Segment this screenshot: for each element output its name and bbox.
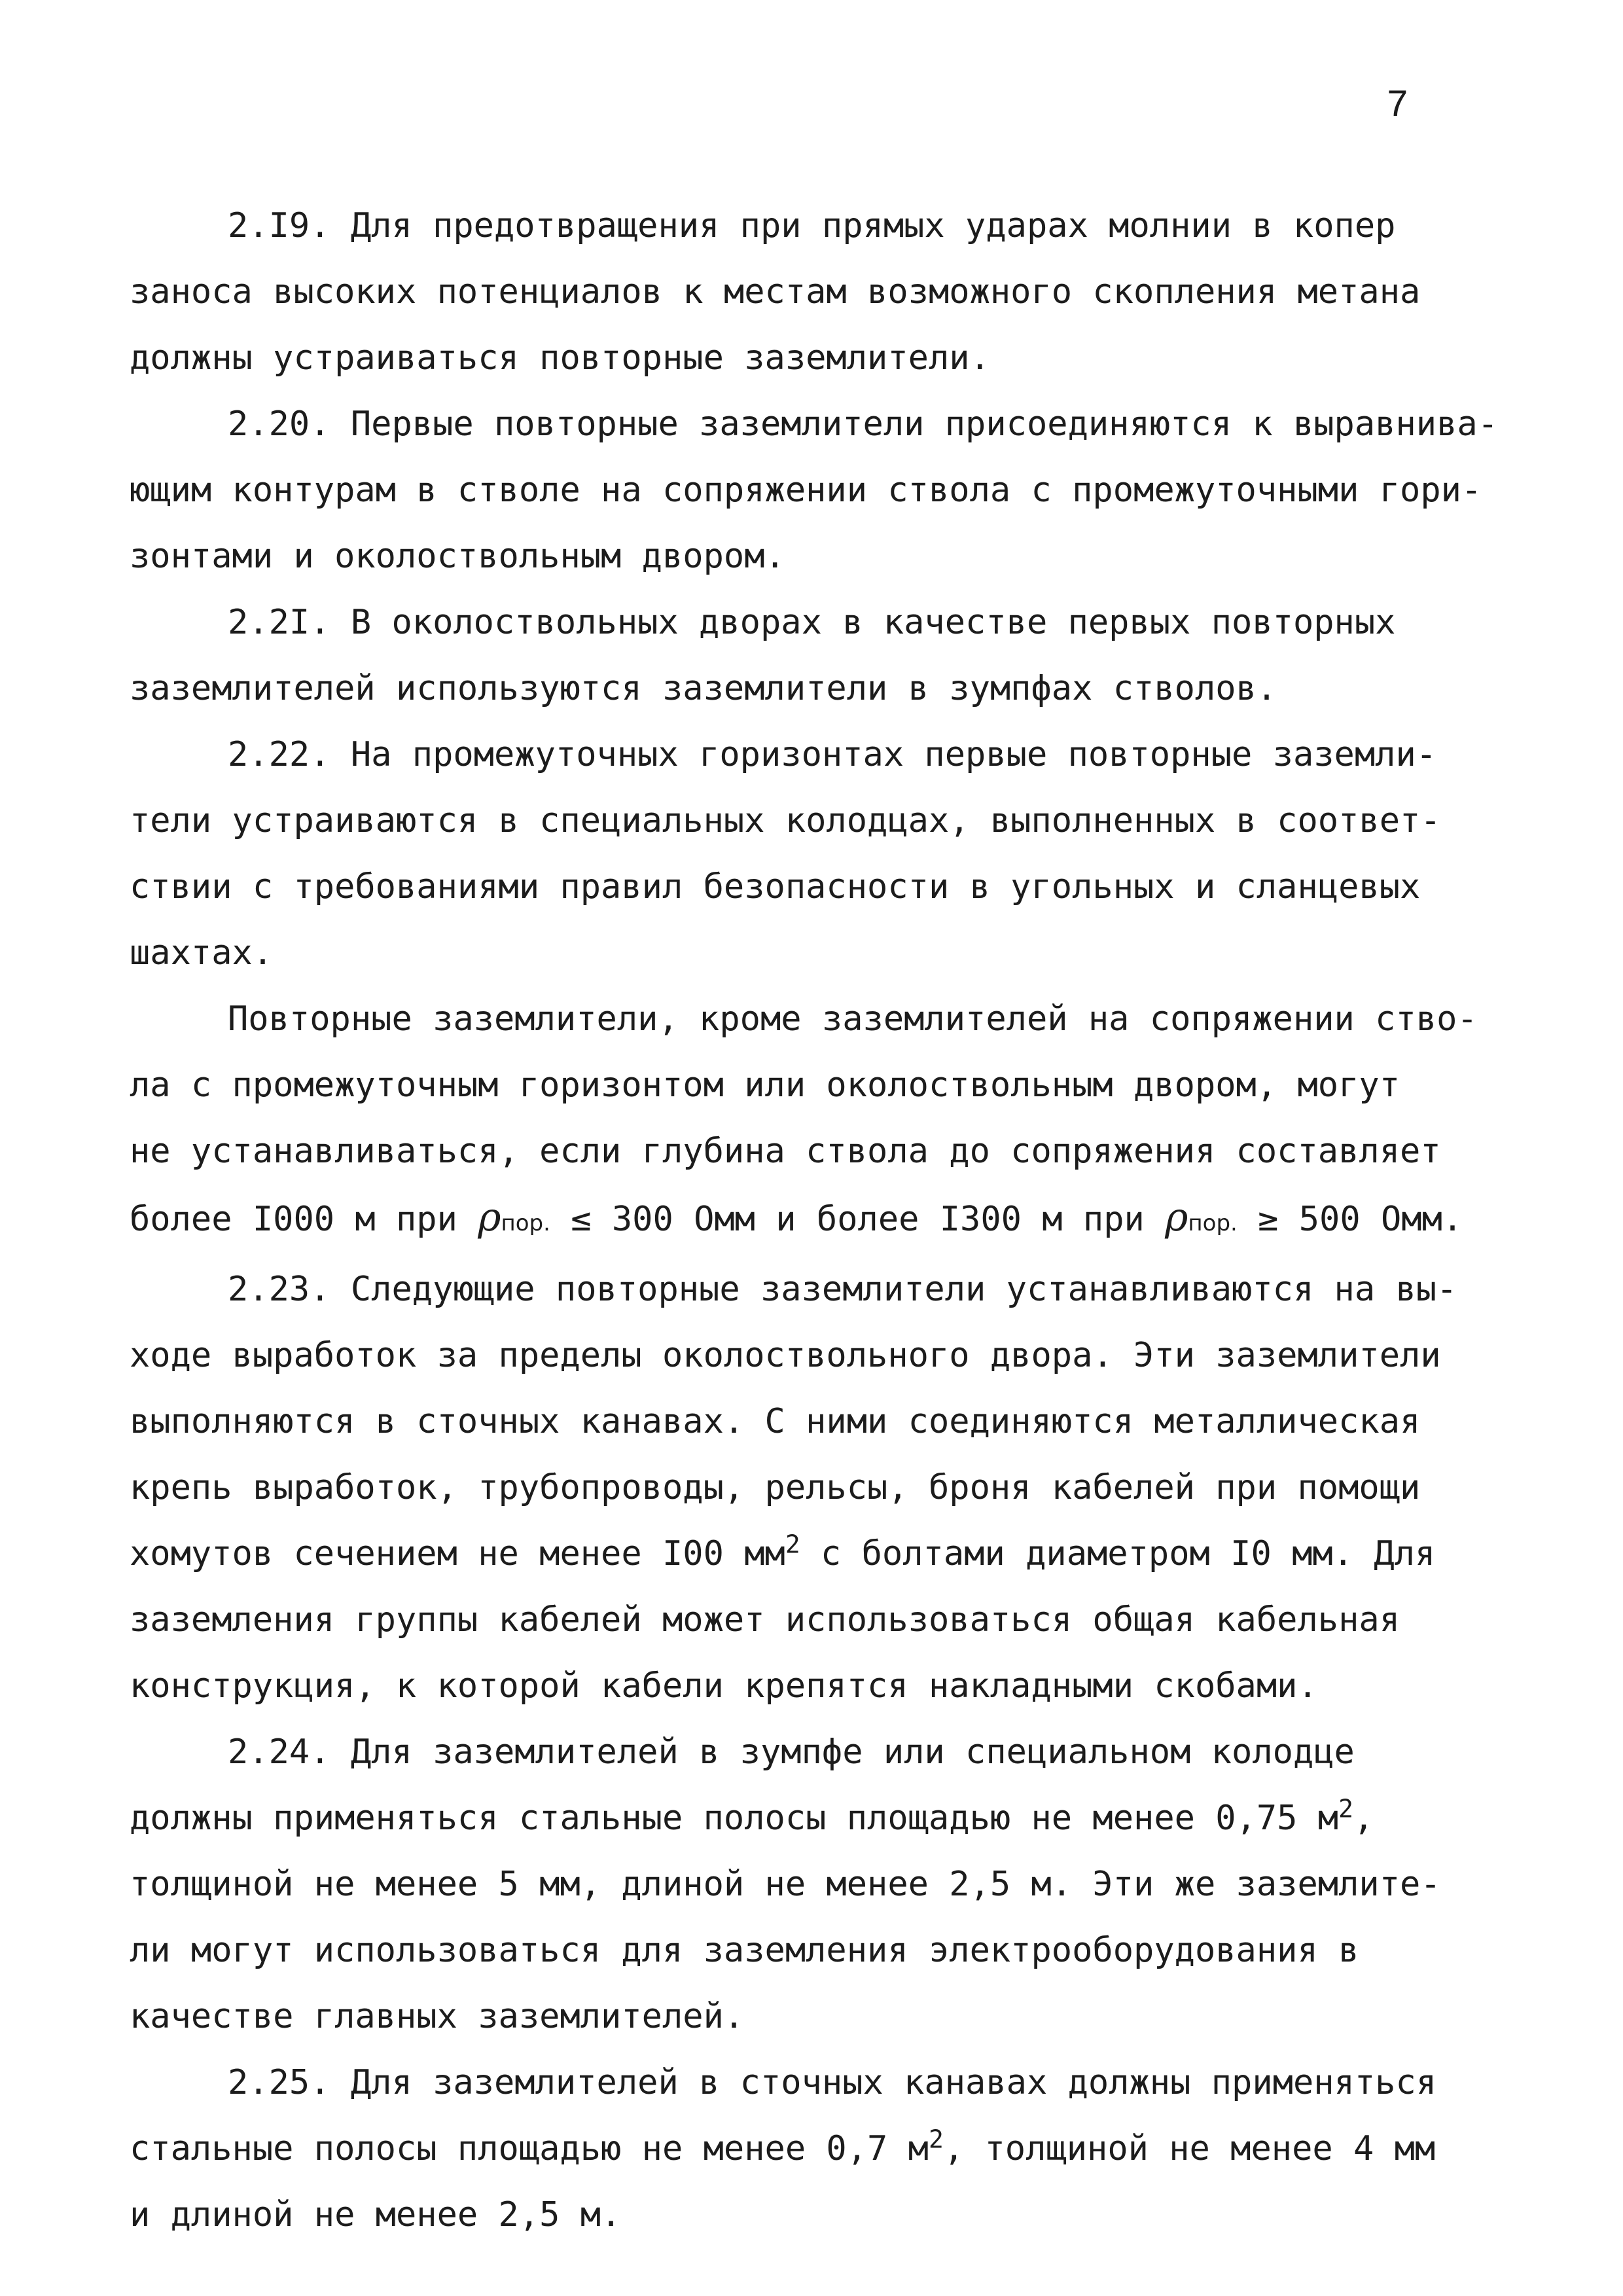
text-line (130, 1521, 1530, 1587)
text-line: и длиной не менее 2,5 м. (130, 2195, 622, 2234)
paragraph-2-22 (130, 722, 1530, 986)
superscript: 2 (1338, 1794, 1353, 1823)
text-line: толщиной не менее 5 мм, длиной не менее 2,5 м. Эти же заземлите- (130, 1865, 1441, 1904)
paragraph-2-24 (130, 1719, 1530, 2050)
text-line: выполняются в сточных канавах. С ними соединяются металлическая (130, 1402, 1421, 1441)
paragraph-2-25 (130, 2050, 1530, 2248)
rho-subscript: пор. (1188, 1210, 1238, 1236)
text-line: 2.20. Первые повторные заземлители присоединяются к выравнива- (228, 404, 1499, 444)
superscript: 2 (785, 1530, 800, 1559)
text-fragment: ≤ 300 Омм и более I300 м при (550, 1200, 1166, 1239)
text-line: не устанавливаться, если глубина ствола до сопряжения составляет (130, 1132, 1441, 1171)
text-line: заземлителей используются заземлители в зумпфах стволов. (130, 669, 1277, 708)
page-number: 7 (1386, 85, 1409, 128)
text-line: зонтами и околоствольным двором. (130, 537, 785, 576)
text-line: 2.24. Для заземлителей в зумпфе или специальном колодце (228, 1732, 1355, 1772)
text-fragment: , толщиной не менее 4 мм (943, 2129, 1436, 2168)
text-line-formula (130, 1185, 1530, 1257)
text-fragment: с болтами диаметром I0 мм. Для (800, 1534, 1436, 1573)
text-line: заноса высоких потенциалов к местам возможного скопления метана (130, 272, 1421, 312)
text-line: шахтах. (130, 933, 274, 973)
paragraph-repeat-grounding (130, 986, 1530, 1257)
text-line (130, 2116, 1530, 2182)
text-line: крепь выработок, трубопроводы, рельсы, броня кабелей при помощи (130, 1468, 1421, 1507)
paragraph-2-19 (130, 193, 1530, 391)
rho-subscript: пор. (501, 1210, 550, 1236)
text-line (130, 1785, 1530, 1852)
text-line: ходе выработок за пределы околоствольного двора. Эти заземлители (130, 1336, 1441, 1375)
text-line: ли могут использоваться для заземления электрооборудования в (130, 1931, 1359, 1970)
text-line: 2.2I. В околоствольных дворах в качестве первых повторных (228, 603, 1396, 642)
text-line: заземления группы кабелей может использоваться общая кабельная (130, 1600, 1400, 1640)
text-fragment: , (1353, 1799, 1374, 1838)
text-line: ла с промежуточным горизонтом или околоствольным двором, могут (130, 1066, 1400, 1105)
text-line: 2.25. Для заземлителей в сточных канавах должны применяться (228, 2063, 1437, 2102)
text-line: конструкция, к которой кабели крепятся накладными скобами. (130, 1666, 1318, 1706)
superscript: 2 (928, 2125, 944, 2154)
text-line: 2.22. На промежуточных горизонтах первые повторные заземли- (228, 735, 1437, 774)
text-fragment: ≥ 500 Омм. (1237, 1200, 1463, 1239)
text-fragment: стальные полосы площадью не менее 0,7 м (130, 2129, 929, 2168)
text-line: ствии с требованиями правил безопасности в угольных и сланцевых (130, 867, 1421, 906)
paragraph-2-23 (130, 1257, 1530, 1719)
rho-symbol: ρ (478, 1194, 501, 1240)
text-fragment: хомутов сечением не менее I00 мм (130, 1534, 785, 1573)
rho-symbol: ρ (1165, 1194, 1188, 1240)
text-fragment: более I000 м при (130, 1200, 478, 1239)
text-line: качестве главных заземлителей. (130, 1997, 745, 2036)
document-body (130, 193, 1530, 2248)
text-line: 2.I9. Для предотвращения при прямых ударах молнии в копер (228, 206, 1396, 245)
paragraph-2-20 (130, 391, 1530, 590)
text-fragment: должны применяться стальные полосы площадью не менее 0,75 м (130, 1799, 1339, 1838)
text-line: должны устраиваться повторные заземлители. (130, 338, 990, 378)
text-line: Повторные заземлители, кроме заземлителей на сопряжении ство- (228, 999, 1478, 1039)
paragraph-2-21 (130, 590, 1530, 722)
text-line: тели устраиваются в специальных колодцах, выполненных в соответ- (130, 801, 1441, 840)
text-line: ющим контурам в стволе на сопряжении ствола с промежуточными гори- (130, 471, 1482, 510)
text-line: 2.23. Следующие повторные заземлители устанавливаются на вы- (228, 1270, 1457, 1309)
